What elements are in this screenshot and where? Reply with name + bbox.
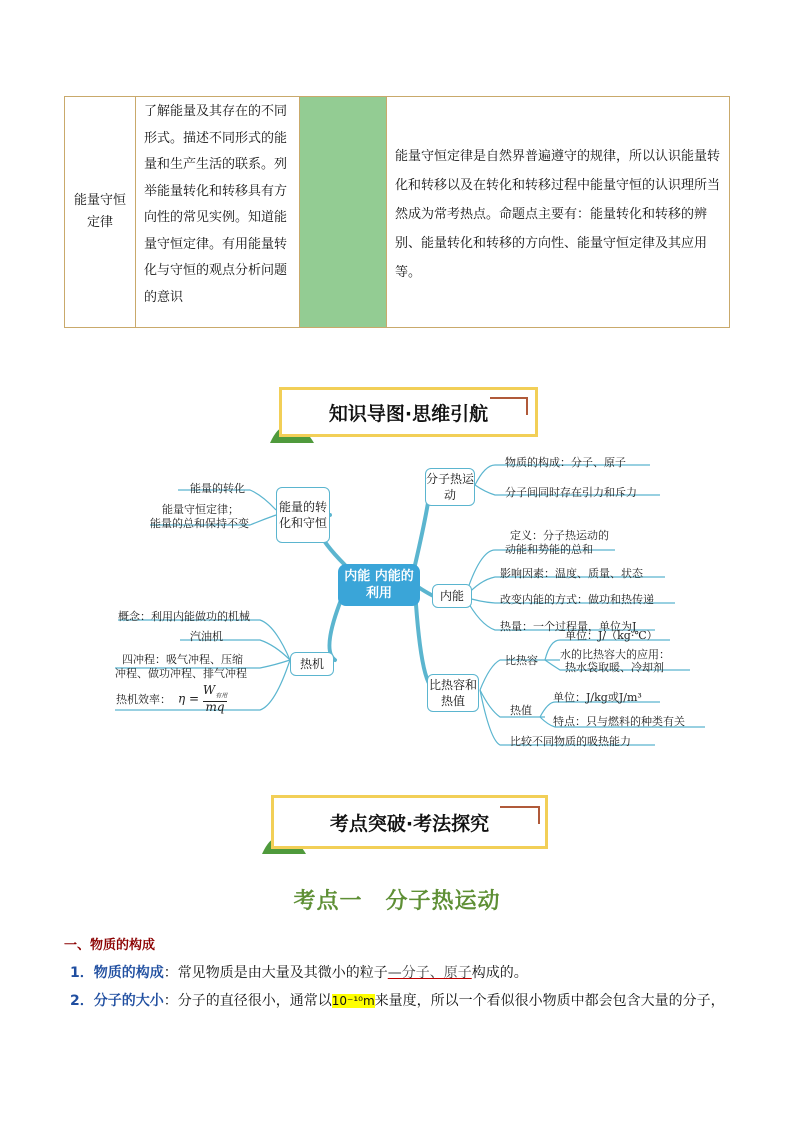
banner-deco-bar <box>526 397 528 415</box>
table-topic: 能量守恒定律 <box>73 193 126 230</box>
heat-item-1: 比热容 <box>505 654 538 667</box>
banner-exam-points <box>271 795 548 849</box>
table-requirement-cell <box>136 97 300 327</box>
energy-item-1: 能量的转化 <box>190 482 245 495</box>
energy-item-2: 能量守恒定律； <box>162 503 239 516</box>
heat-item-4: 热水袋取暖、冷却剂 <box>565 661 664 674</box>
energy-item-3: 能量的总和保持不变 <box>150 517 249 530</box>
engine-item-1: 概念：利用内能做功的机械 <box>118 610 250 623</box>
heat-item-6: 单位：J/kg或J/m³ <box>553 691 642 704</box>
internal-item-1: 定义：分子热运动的 <box>510 529 609 542</box>
engine-item-3: 四冲程：吸气冲程、压缩 <box>122 653 243 666</box>
node-internal-energy: 内能 <box>432 584 472 608</box>
paragraph-2: 2．分子的大小：分子的直径很小，通常以10⁻¹⁰m来量度，所以一个看似很小物质中都会包含大量的分子， <box>70 993 725 1009</box>
curriculum-table <box>64 96 730 328</box>
internal-item-2: 动能和势能的总和 <box>505 543 593 556</box>
banner-mindmap-title: 知识导图·思维引航 <box>328 402 489 425</box>
heat-item-3: 水的比热容大的应用： <box>560 648 670 661</box>
table-color-cell <box>300 97 387 327</box>
banner-mindmap <box>279 387 538 437</box>
banner-deco-line <box>500 806 538 808</box>
banner-exam-points-title: 考点突破·考法探究 <box>329 812 490 835</box>
section-title: 考点一 分子热运动 <box>293 889 501 914</box>
banner-deco-bar <box>538 806 540 824</box>
paragraph-1: 1．物质的构成：常见物质是由大量及其微小的粒子—分子、原子构成的。 <box>70 965 528 981</box>
node-energy: 能量的转化和守恒 <box>276 487 330 543</box>
internal-item-3: 影响因素：温度、质量、状态 <box>500 567 643 580</box>
mindmap <box>0 440 794 760</box>
banner-deco-line <box>490 397 526 399</box>
molecule-item-2: 分子间同时存在引力和斥力 <box>505 486 637 499</box>
efficiency-formula: η = $W_{有用}$ mq <box>178 683 228 715</box>
mindmap-center: 内能 内能的利用 <box>338 564 420 606</box>
internal-item-4: 改变内能的方式：做功和热传递 <box>500 593 654 606</box>
heat-item-5: 热值 <box>510 704 532 717</box>
engine-item-4: 冲程、做功冲程、排气冲程 <box>115 667 247 680</box>
table-topic-cell <box>65 97 136 327</box>
node-molecule: 分子热运动 <box>425 468 475 506</box>
table-analysis: 能量守恒定律是自然界普遍遵守的规律，所以认识能量转化和转移以及在转化和转移过程中能量守恒的认识理所当然成为常考热点。命题点主要有：能量转化和转移的辨别、能量转化和转移的方向性、能量守恒定律及其应用等。 <box>395 149 721 280</box>
heat-item-8: 比较不同物质的吸热能力 <box>510 735 631 748</box>
heading-matter-structure: 一、物质的构成 <box>64 938 156 953</box>
molecule-item-1: 物质的构成：分子、原子 <box>505 456 626 469</box>
node-heat-engine: 热机 <box>290 652 334 676</box>
table-analysis-cell <box>387 97 729 327</box>
engine-item-2: 汽油机 <box>190 630 223 643</box>
internal-item-5: 热量：一个过程量，单位为J <box>500 620 637 633</box>
table-requirement: 了解能量及其存在的不同形式。描述不同形式的能量和生产生活的联系。列举能量转化和转移具有方向性的常见实例。知道能量守恒定律。有用能量转化与守恒的观点分析问题的意识 <box>144 104 288 305</box>
heat-item-2: 单位：J/（kg·℃） <box>565 629 658 642</box>
heat-item-7: 特点：只与燃料的种类有关 <box>553 715 685 728</box>
engine-item-5: 热机效率： <box>116 693 171 706</box>
node-specific-heat: 比热容和热值 <box>427 674 479 712</box>
